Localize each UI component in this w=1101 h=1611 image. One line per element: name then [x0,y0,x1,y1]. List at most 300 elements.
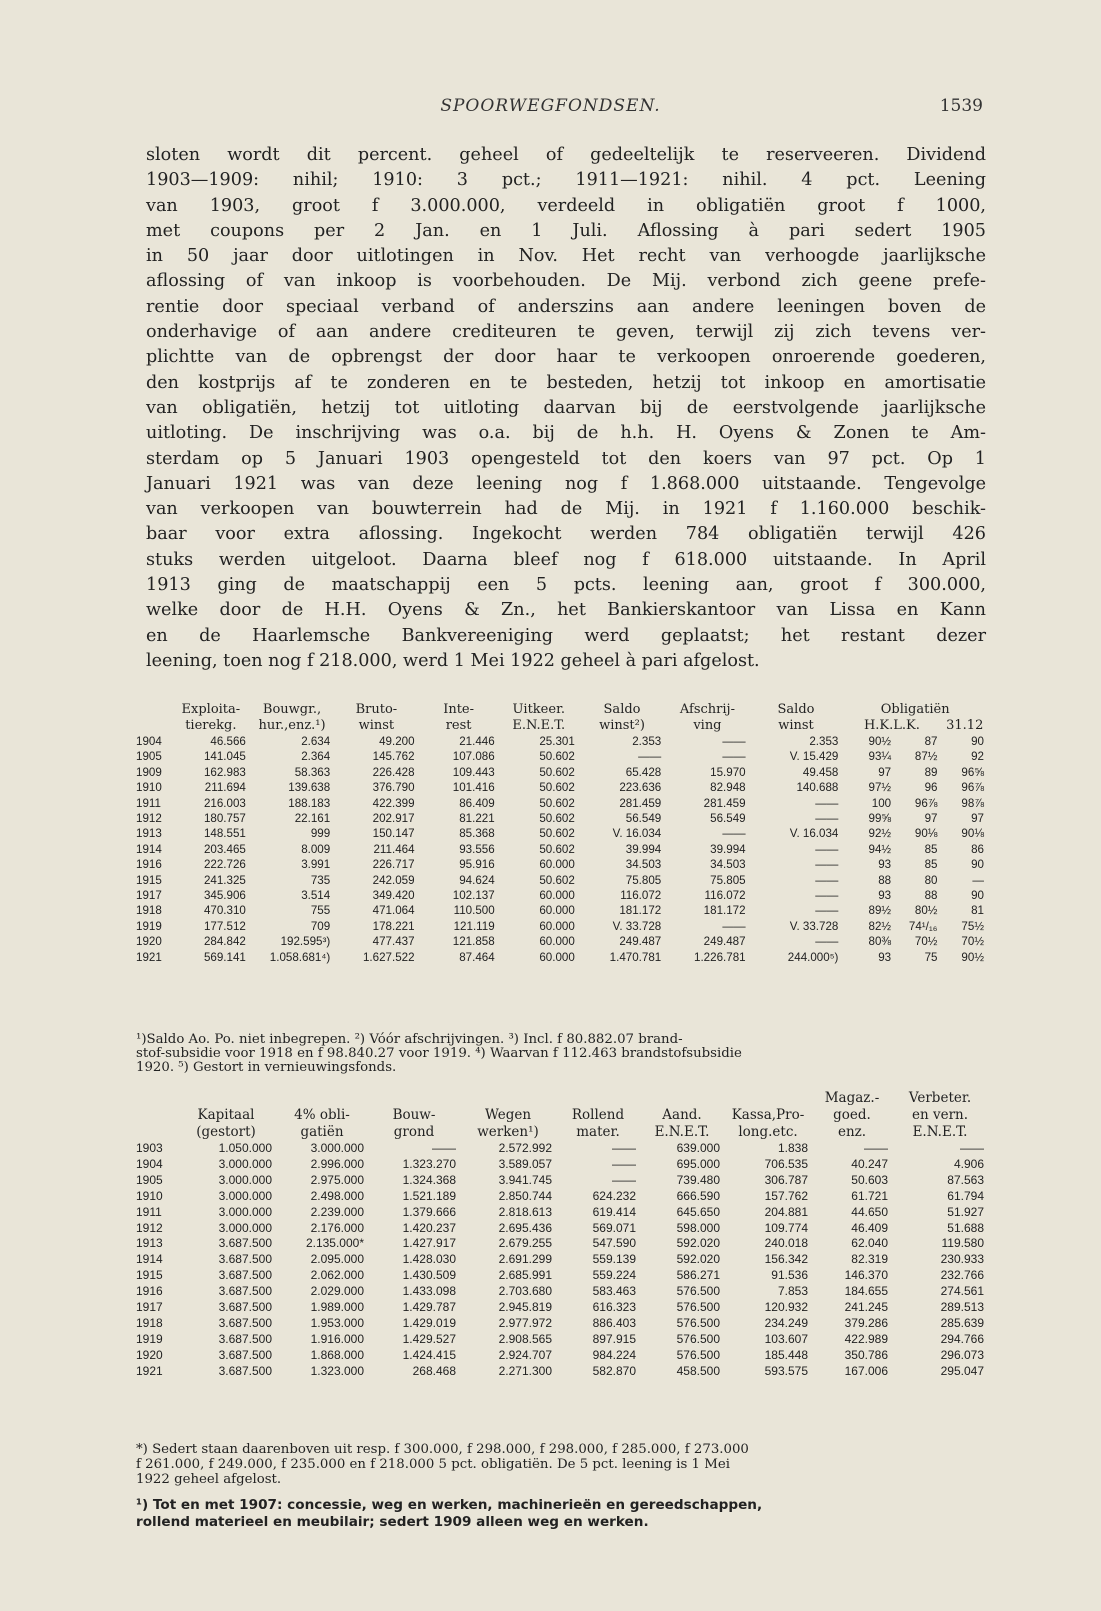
table-cell: 2.679.255 [498,1236,552,1251]
table-cell: 15.970 [710,765,746,779]
table-cell: 60.000 [539,904,575,918]
table-cell: 75 [924,950,938,964]
column-header: Obligatiën [880,702,950,717]
page-title: SPOORWEGFONDSEN. [440,96,661,116]
table-cell: 3.687.500 [218,1315,272,1330]
table-cell: 188.183 [288,796,331,810]
table-cell: 101.416 [452,781,495,795]
table-cell: 3.687.500 [218,1331,272,1346]
table-cell: —— [815,889,839,903]
table-cell: 156.342 [764,1252,808,1267]
table-cell: 119.580 [941,1236,984,1251]
table-cell: 90½ [868,735,892,748]
table-cell: 458.500 [676,1363,720,1378]
year-cell: 1916 [136,858,162,872]
table-cell: 1.428.030 [402,1252,456,1267]
table-cell: 87.563 [947,1172,984,1187]
table-cell: 274.561 [940,1284,984,1299]
column-header: Bouwgr., [262,702,322,717]
text-line: baar voor extra aflossing. Ingekocht werden 784 obligatiën terwijl 426 [146,524,986,545]
table-cell: 2.353 [632,735,662,748]
table-cell: 289.513 [940,1300,984,1315]
table-cell: —— [815,812,839,826]
table-cell: 86.409 [459,796,495,810]
table-cell: V. 15.429 [789,750,839,764]
table-cell: — [972,873,984,887]
table-cell: 230.933 [940,1252,984,1267]
table-row [136,1141,988,1157]
table-cell: —— [864,1141,888,1155]
table-cell: 93 [878,858,892,872]
table-row [136,1252,988,1268]
table-cell: 576.500 [676,1315,720,1330]
table-cell: 296.073 [940,1347,984,1362]
table-cell: 223.636 [619,781,662,795]
column-header: 4% obli- [294,1107,350,1123]
table-cell: 2.239.000 [310,1204,364,1219]
table-cell: 46.409 [851,1220,888,1235]
table-cell: 93¼ [868,750,892,764]
column-header: Saldo [603,702,641,717]
year-cell: 1905 [136,750,162,764]
table-cell: 81.221 [459,812,495,826]
table-cell: 98⅞ [961,796,984,810]
table-cell: 241.325 [203,873,246,887]
column-header: (gestort) [196,1124,256,1140]
table-cell: 65.428 [625,765,662,779]
table-cell: 349.420 [372,889,415,903]
table-cell: 3.687.500 [218,1284,272,1299]
table-row [136,1332,988,1348]
year-cell: 1905 [136,1172,163,1187]
table-cell: 102.137 [452,889,495,903]
table-cell: 2.029.000 [310,1284,364,1299]
text-line: uitloting. De inschrijving was o.a. bij de h.h. H. Oyens & Zonen te Am- [146,423,986,444]
table-cell: 139.638 [288,781,331,795]
table-cell: 25.301 [539,735,575,748]
column-header: rest [445,718,472,733]
operating-results-table [136,702,988,965]
table-body [136,734,988,965]
table-cell: 75.805 [710,873,746,887]
table-cell: 306.787 [764,1172,808,1187]
table-cell: 7.853 [777,1284,808,1299]
table-cell: 192.595³) [280,935,331,949]
body-paragraph [146,143,986,674]
table-cell: 616.323 [592,1300,636,1315]
table-cell: 50.602 [539,873,575,887]
table-cell: 2.364 [301,750,331,764]
table-cell: 80½ [914,904,938,918]
table-cell: 547.590 [592,1236,636,1251]
table-cell: 211.694 [204,781,246,795]
text-line: sloten wordt dit percent. geheel of gedeeltelijk te reserveeren. Dividend [146,145,986,165]
table-cell: 2.703.680 [498,1284,552,1299]
table-cell: 89 [924,765,938,779]
table-cell: 157.762 [764,1188,808,1203]
table-row [136,749,988,764]
table-cell: 75.805 [625,873,662,887]
table-cell: 61.721 [851,1188,888,1203]
table-cell: 2.271.300 [498,1363,552,1378]
table-cell: —— [722,919,746,933]
table-cell: 96⅞ [914,796,938,810]
table-cell: 110.500 [453,904,495,918]
table-cell: 178.221 [372,919,415,933]
table-row [136,1205,988,1221]
table-cell: 181.172 [619,904,662,918]
table-cell: 576.500 [676,1284,720,1299]
year-cell: 1918 [136,904,162,918]
table-cell: 34.503 [625,858,662,872]
table-cell: 576.500 [676,1300,720,1315]
table-cell: 2.691.299 [498,1252,552,1267]
footnote-line: rollend materieel en meubilair; sedert 1909 alleen weg en werken. [136,1514,649,1530]
table-cell: 185.448 [764,1347,808,1362]
table-cell: 150.147 [372,827,415,841]
year-cell: 1921 [136,950,162,964]
column-header: E.N.E.T. [654,1124,710,1140]
table-cell: 3.687.500 [218,1236,272,1251]
text-line: plichtte van de opbrengst der door haar te verkoopen onroerende goederen, [146,347,986,368]
text-line: den kostprijs af te zonderen en te besteden, hetzij tot inkoop en amortisatie [146,372,986,393]
table-cell: 470.310 [203,904,246,918]
table-cell: 94.624 [459,873,495,887]
footnote-line: 1922 geheel afgelost. [136,1472,282,1487]
year-cell: 1903 [136,1141,163,1155]
year-cell: 1912 [136,1220,163,1235]
table-header-row [136,718,988,734]
column-header: Exploita- [181,702,241,717]
table-row [136,888,988,903]
table-cell: 242.059 [372,873,415,887]
table-cell: 97 [878,765,892,779]
year-cell: 1904 [136,1156,163,1171]
table-cell: 86 [971,842,984,856]
table-cell: 60.000 [539,935,575,949]
table-cell: —— [612,1141,636,1155]
year-cell: 1915 [136,1268,163,1283]
table-cell: 2.695.436 [498,1220,552,1235]
table-cell: 140.688 [796,781,839,795]
table-cell: 2.818.613 [498,1204,552,1219]
table-cell: 226.428 [372,765,415,779]
footnote-line: 1920. ⁵) Gestort in vernieuwingsfonds. [136,1060,397,1075]
column-header: Magaz.- [824,1090,880,1106]
text-line: van verkoopen van bouwterrein had de Mij. in 1921 f 1.160.000 beschik- [146,499,986,520]
column-header: E.N.E.T. [912,1124,968,1140]
table-cell: 645.650 [676,1204,720,1219]
table-cell: 592.020 [676,1252,720,1267]
year-cell: 1904 [136,735,162,748]
table-cell: 34.503 [710,858,746,872]
table-cell: 2.353 [809,735,839,748]
column-header: winst²) [599,718,645,733]
table-cell: 2.850.744 [498,1188,552,1203]
table-cell: 107.086 [452,750,495,764]
table-cell: 99⅝ [868,812,892,826]
table-cell: 1.953.000 [310,1315,364,1330]
table-cell: 3.000.000 [218,1188,272,1203]
table-cell: 285.639 [940,1315,984,1330]
table-cell: 109.443 [452,765,495,779]
text-line: aflossing of van inkoop is voorbehouden. De Mij. verbond zich geene prefe- [146,271,986,292]
column-header: Bruto- [355,702,398,717]
table-cell: 90½ [961,950,984,964]
year-cell: 1920 [136,935,162,949]
table-cell: —— [432,1141,456,1155]
table-cell: 216.003 [203,796,246,810]
table-cell: 8.009 [301,842,331,856]
table-cell: 50.602 [539,750,575,764]
table-cell: 93.556 [459,842,495,856]
table-row [136,857,988,872]
text-line: 1913 ging de maatschappij een 5 pcts. leening aan, groot f 300.000, [146,575,986,596]
table-cell: 49.200 [379,735,415,748]
table-cell: 294.766 [940,1331,984,1346]
running-header [0,96,1101,118]
balance-table [136,1090,988,1380]
table-cell: —— [722,735,746,748]
table-row [136,1236,988,1252]
table-cell: 88 [924,889,938,903]
table-cell: 240.018 [764,1236,808,1251]
table-cell: 226.717 [372,858,415,872]
table-cell: 2.062.000 [310,1268,364,1283]
table-cell: 1.420.237 [402,1220,456,1235]
table-cell: 222.726 [203,858,246,872]
column-header: Inte- [443,702,475,717]
table-cell: 93 [878,950,892,964]
table-cell: 3.000.000 [218,1156,272,1171]
table-cell: 281.459 [703,796,746,810]
table-cell: 203.465 [203,842,246,856]
table-cell: V. 16.034 [789,827,839,841]
table-cell: 1.324.368 [402,1172,456,1187]
table-cell: 2.945.819 [498,1300,552,1315]
table-cell: 90 [971,858,984,872]
year-cell: 1914 [136,1252,163,1267]
table-cell: 60.000 [539,950,575,964]
table-cell: 3.687.500 [218,1363,272,1378]
table-cell: 211.464 [373,842,415,856]
table-cell: 90⅛ [961,827,984,841]
table-cell: 2.996.000 [310,1156,364,1171]
table-cell: 1.323.270 [402,1156,456,1171]
column-header: werken¹) [477,1124,539,1140]
table-cell: 639.000 [676,1141,720,1155]
year-cell: 1912 [136,812,162,826]
table-cell: 598.000 [676,1220,720,1235]
year-cell: 1909 [136,765,162,779]
table-cell: 184.655 [844,1284,888,1299]
column-header: Uitkeer. [512,702,565,717]
table-cell: 1.521.189 [402,1188,456,1203]
table-row [136,950,988,965]
column-header: Kapitaal [197,1107,255,1123]
table-cell: 984.224 [592,1347,636,1362]
table-cell: 116.072 [704,889,746,903]
text-line: welke door de H.H. Oyens & Zn., het Bankierskantoor van Lissa en Kann [146,600,986,621]
column-header: en vern. [911,1107,969,1123]
table-cell: 46.566 [210,735,246,748]
table-cell: 162.983 [203,765,246,779]
table-row [136,1173,988,1189]
column-header: winst [358,718,395,733]
footnote-bold [136,1497,988,1531]
footnote-line: *) Sedert staan daarenboven uit resp. f 300.000, f 298.000, f 298.000, f 285.000, f 273.000 [136,1442,749,1457]
table-cell: 3.687.500 [218,1268,272,1283]
footnotes-table2 [136,1442,988,1487]
table-cell: V. 33.728 [612,919,662,933]
table-cell: 586.271 [676,1268,720,1283]
table-cell: 87½ [914,750,938,764]
table-cell: —— [815,858,839,872]
table-cell: —— [815,796,839,810]
table-cell: 56.549 [710,812,746,826]
column-header: Bouw- [392,1107,436,1123]
table-cell: 50.602 [539,781,575,795]
table-body [136,1141,988,1380]
table-cell: 177.512 [203,919,246,933]
column-header: Kassa,Pro- [731,1107,805,1123]
table-cell: 284.842 [203,935,246,949]
table-cell: 92½ [868,827,892,841]
table-cell: —— [722,750,746,764]
table-cell: 1.989.000 [310,1300,364,1315]
footnote-line: ¹)Saldo Ao. Po. niet inbegrepen. ²) Vóór afschrijvingen. ³) Incl. f 80.882.07 brand- [136,1032,683,1047]
table-cell: —— [638,750,662,764]
table-cell: —— [815,904,839,918]
table-cell: —— [815,842,839,856]
table-cell: V. 33.728 [789,919,839,933]
table-row [136,873,988,888]
table-cell: 202.917 [372,812,415,826]
table-cell: 80⅜ [868,935,892,949]
table-cell: 80 [924,873,938,887]
table-cell: 180.757 [203,812,246,826]
year-cell: 1914 [136,842,162,856]
table-cell: 39.994 [710,842,746,856]
table-cell: 85 [924,858,938,872]
text-line: van 1903, groot f 3.000.000, verdeeld in obligatiën groot f 1000, [146,195,986,216]
year-cell: 1910 [136,1188,163,1203]
table-cell: 90⅛ [914,827,938,841]
column-header: hur.,enz.¹) [258,718,326,733]
table-cell: 2.634 [301,735,331,748]
table-cell: 1.433.098 [402,1284,456,1299]
table-cell: 3.687.500 [218,1347,272,1362]
table-cell: 94½ [868,842,892,856]
table-row [136,1348,988,1364]
table-row [136,903,988,918]
table-cell: 350.786 [844,1347,888,1362]
table-cell: 82½ [868,919,892,933]
table-cell: 268.468 [412,1363,456,1378]
table-cell: 44.650 [851,1204,888,1219]
table-cell: 61.794 [947,1188,984,1203]
table-cell: 74¹/₁₆ [908,919,938,933]
table-cell: 95.916 [459,858,495,872]
column-header: mater. [576,1124,620,1140]
column-header: Aand. [662,1107,702,1123]
table-cell: 1.429.019 [402,1315,456,1330]
table-cell: 93 [878,889,892,903]
table-cell: 181.172 [703,904,746,918]
table-cell: 87.464 [459,950,495,964]
column-header: long.etc. [738,1124,798,1140]
table-cell: 141.045 [203,750,246,764]
table-cell: 477.437 [372,935,415,949]
table-cell: 87 [924,735,938,748]
table-cell: 619.414 [592,1204,636,1219]
table-cell: 576.500 [676,1347,720,1362]
table-cell: 1.424.415 [402,1347,456,1362]
table-cell: 234.249 [764,1315,808,1330]
table-cell: 81 [971,904,984,918]
table-cell: 666.590 [676,1188,720,1203]
table-cell: 422.989 [844,1331,888,1346]
table-cell: 582.870 [592,1363,636,1378]
table-cell: 249.487 [703,935,746,949]
text-line: in 50 jaar door uitlotingen in Nov. Het recht van verhoogde jaarlijksche [146,246,986,267]
table-cell: V. 16.034 [612,827,662,841]
table-row [136,1268,988,1284]
table-cell: 1.379.666 [402,1204,456,1219]
table-cell: 50.603 [851,1172,888,1187]
table-cell: 709 [310,919,331,933]
table-cell: 592.020 [676,1236,720,1251]
table-cell: 376.790 [372,781,415,795]
table-cell: 2.685.991 [498,1268,552,1283]
text-line: sterdam op 5 Januari 1903 opengesteld tot den koers van 97 pct. Op 1 [146,448,986,469]
year-cell: 1916 [136,1284,163,1299]
table-cell: 1.470.781 [609,950,662,964]
year-cell: 1919 [136,919,162,933]
year-cell: 1910 [136,781,162,795]
table-cell: 3.589.057 [498,1156,552,1171]
table-cell: 2.924.707 [498,1347,552,1362]
table-cell: 2.176.000 [310,1220,364,1235]
table-row [136,780,988,795]
table-cell: 90 [971,889,984,903]
table-cell: 89½ [868,904,892,918]
table-cell: 2.572.992 [498,1141,552,1155]
table-cell: 1.429.787 [402,1300,456,1315]
table-cell: 58.363 [294,765,331,779]
table-cell: 145.762 [372,750,415,764]
table-cell: 97 [924,812,938,826]
table-cell: 897.915 [592,1331,636,1346]
column-header: winst [778,718,814,733]
table-cell: 281.459 [619,796,662,810]
table-cell: —— [612,1172,636,1187]
table-cell: 624.232 [592,1188,636,1203]
table-cell: 755 [310,904,331,918]
table-cell: —— [960,1141,984,1155]
table-cell: 50.602 [539,796,575,810]
table-cell: 56.549 [625,812,662,826]
table-cell: 50.602 [539,827,575,841]
table-cell: 103.607 [764,1331,808,1346]
year-cell: 1919 [136,1331,163,1346]
table-cell: 88 [878,873,892,887]
table-cell: 82.948 [710,781,746,795]
table-row [136,1300,988,1316]
table-cell: 51.688 [947,1220,984,1235]
table-cell: 3.000.000 [218,1220,272,1235]
table-cell: 1.430.509 [402,1268,456,1283]
